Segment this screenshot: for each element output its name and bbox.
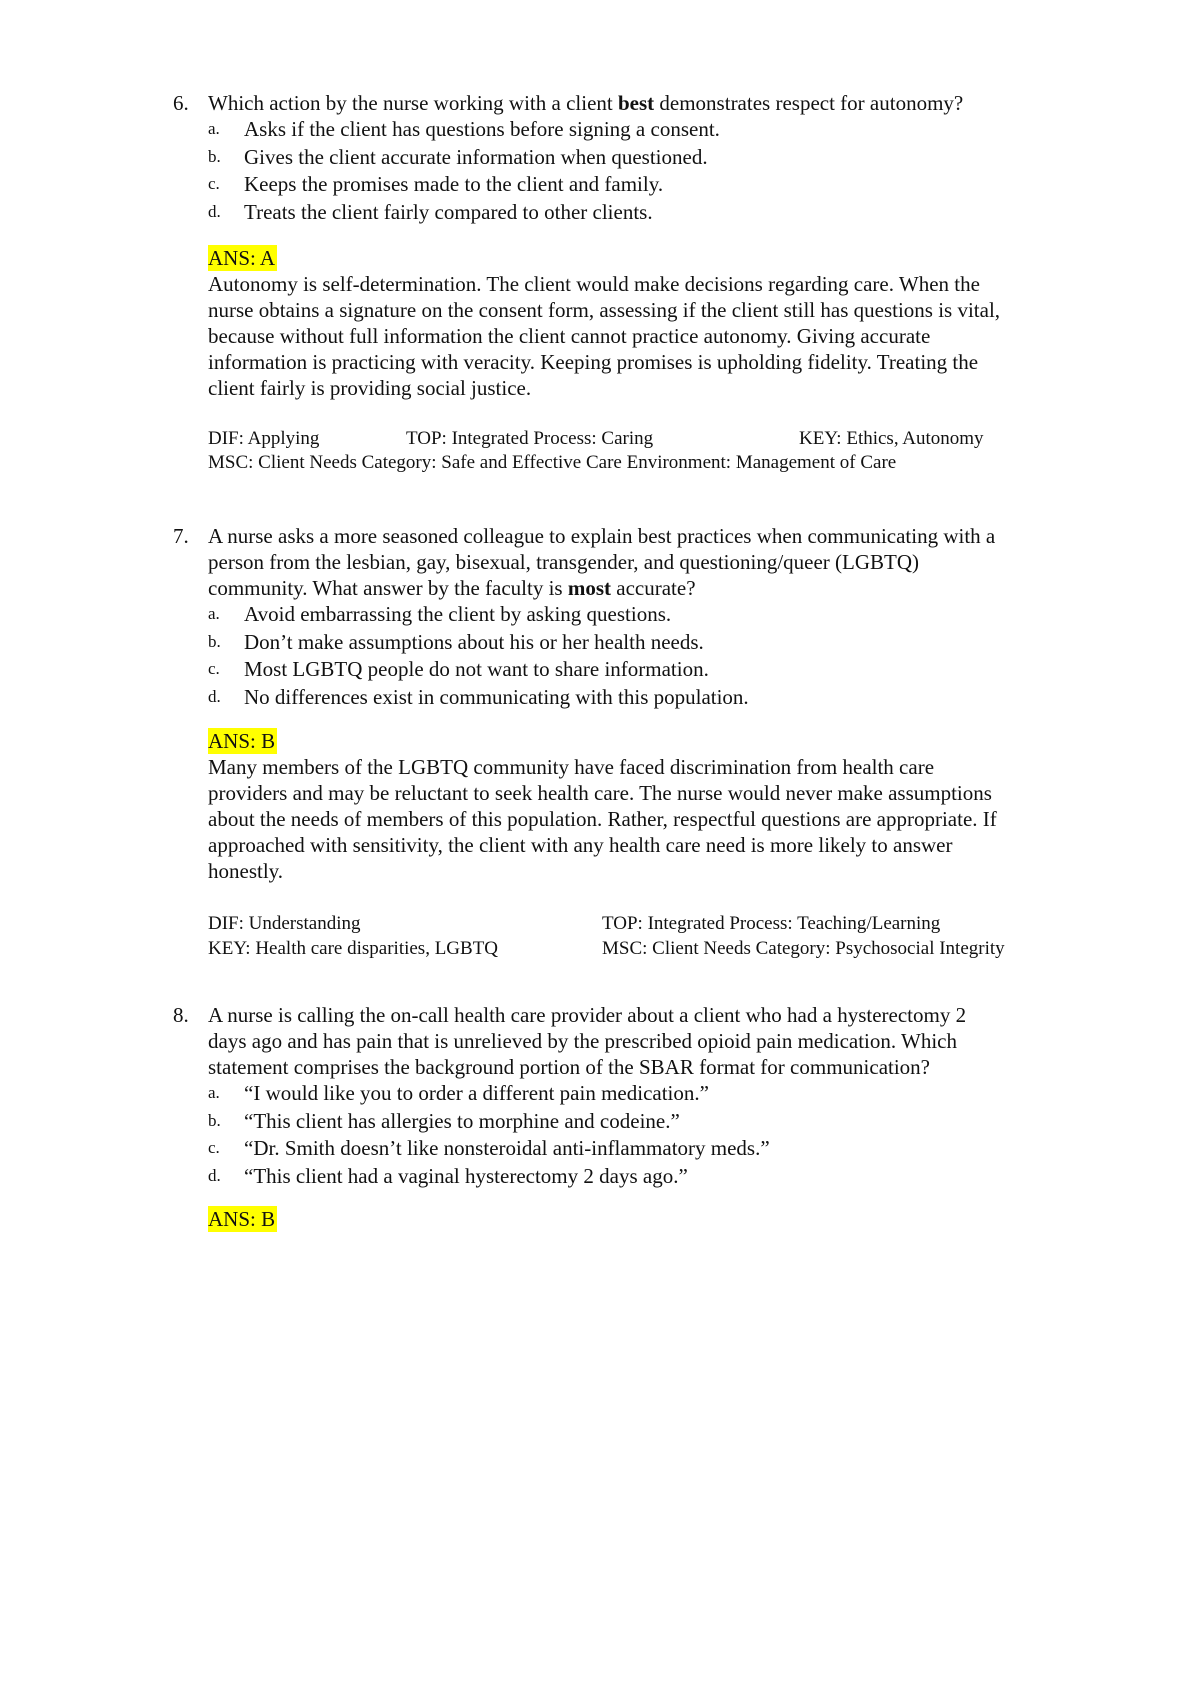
meta-difficulty: DIF: Understanding	[208, 913, 361, 934]
answer-key-highlight: ANS: A	[208, 246, 276, 270]
answer-key-highlight: ANS: B	[208, 729, 276, 753]
meta-keywords: KEY: Health care disparities, LGBTQ	[208, 938, 499, 959]
meta-difficulty: DIF: Applying	[208, 428, 320, 449]
question-stem: Which action by the nurse working with a client best demonstrates respect for autonomy?	[208, 91, 964, 115]
question-stem: A nurse is calling the on-call health care provider about a client who had a hysterectomy 2 days ago and has pain that is unrelieved by the prescribed opioid pain medication. Which statement comprises the background portion of the SBAR format for communication?	[208, 1003, 967, 1079]
meta-keywords: KEY: Ethics, Autonomy	[799, 428, 984, 449]
rationale-text: Autonomy is self-determination. The client would make decisions regarding care. When the nurse obtains a signature on the consent form, assessing if the client still has questions is vital, because without full information the client cannot practice autonomy. Giving accurate information is practicing with veracity. Keeping promises is upholding fidelity. Treating the client fairly is providing social justice.	[208, 272, 1001, 400]
meta-topic: TOP: Integrated Process: Caring	[406, 428, 654, 449]
meta-topic: TOP: Integrated Process: Teaching/Learning	[602, 913, 941, 934]
question-number: 6.	[173, 91, 189, 115]
rationale-text: Many members of the LGBTQ community have faced discrimination from health care providers and may be reluctant to seek health care. The nurse would never make assumptions about the needs of members of this population. Rather, respectful questions are appropriate. If approached with sensitivity, the client with any health care need is more likely to answer honestly.	[208, 755, 997, 883]
question-number: 7.	[173, 524, 189, 548]
emphasis-word: most	[567, 576, 612, 600]
meta-client-needs: MSC: Client Needs Category: Safe and Effective Care Environment: Management of Care	[208, 452, 897, 473]
answer-key-highlight: ANS: B	[208, 1207, 276, 1231]
question-stem: A nurse asks a more seasoned colleague to explain best practices when communicating with a person from the lesbian, gay, bisexual, transgender, and questioning/queer (LGBTQ) community. What answer by the faculty is most accurate?	[208, 524, 996, 600]
emphasis-word: best	[617, 91, 655, 115]
meta-client-needs: MSC: Client Needs Category: Psychosocial Integrity	[602, 938, 1005, 959]
question-number: 8.	[173, 1003, 189, 1027]
document-page: 6. Which action by the nurse working with a client best demonstrates respect for autonomy? a. Asks if the client has questions before signing a consent. b. Gives the client accurate information when questioned. c. Keeps the promises made to the client and family. d. Treats the client fairly compared to other clients. ANS: A Autonomy is self-determination. The client would make decisions regarding care. When the nurse obtains a signature on the consent form, assessing if the client still has questions is vital, because without full information the client cannot practice autonomy. Giving accurate information is practicing with veracity. Keeping promises is upholding fidelity. Treating the client fairly is providing social justice. DIF: Applying TOP: Integrated Process: Caring KEY: Ethics, Autonomy MSC: Client Needs Category: Safe and Effective Care Environment: Management of Care 7. A nurse asks a more seasoned colleague to explain best practices when communicating with a person from the lesbian, gay, bisexual, transgender, and questioning/queer (LGBTQ) community. What answer by the faculty is most accurate? a. Avoid embarrassing the client by asking questions. b. Don’t make assumptions about his or her health needs. c. Most LGBTQ people do not want to share information. d. No differences exist in communicating with this population. ANS: B Many members of the LGBTQ community have faced discrimination from health care providers and may be reluctant to seek health care. The nurse would never make assumptions about the needs of members of this population. Rather, respectful questions are appropriate. If approached with sensitivity, the client with any health care need is more likely to answer honestly. DIF: Understanding TOP: Integrated Process: Teaching/Learning KEY: Health care disparities, LGBTQ MSC: Client Needs Category: Psychosocial Integrity 8. A nurse is calling the on-call health care provider about a client who had a hysterectomy 2 days ago and has pain that is unrelieved by the prescribed opioid pain medication. Which statement comprises the background portion of the SBAR format for communication? a. “I would like you to order a different pain medication.” b. “This client has allergies to morphine and codeine.” c. “Dr. Smith doesn’t like nonsteroidal anti-inflammatory meds.” d. “This client had a vaginal hysterectomy 2 days ago.” ANS: B	[0, 0, 1192, 1685]
